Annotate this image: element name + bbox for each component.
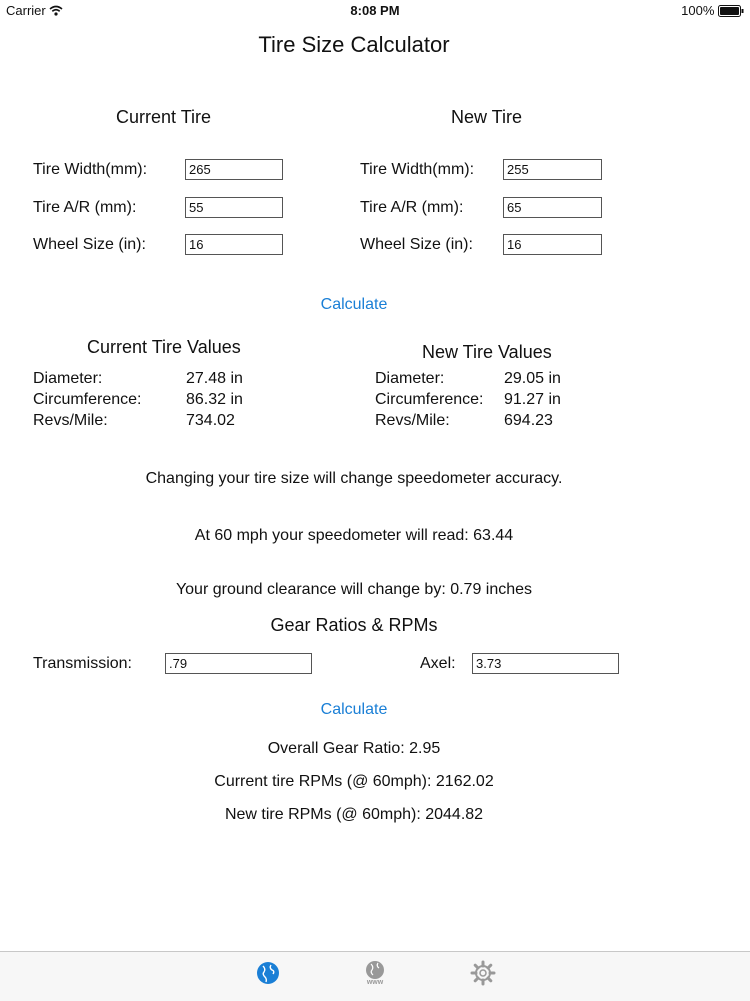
status-battery: 100% <box>681 3 744 18</box>
new-revs-label: Revs/Mile: <box>375 412 450 429</box>
new-width-input[interactable]: 255 <box>503 159 602 180</box>
new-circumference-label: Circumference: <box>375 391 484 408</box>
tab-bar <box>0 951 750 1001</box>
current-circumference-label: Circumference: <box>33 391 142 408</box>
new-tire-rpm: New tire RPMs (@ 60mph): 2044.82 <box>224 806 484 823</box>
current-revs-label: Revs/Mile: <box>33 412 108 429</box>
new-tire-heading: New Tire <box>451 107 523 127</box>
battery-icon <box>718 5 744 17</box>
new-wheel-label: Wheel Size (in): <box>360 236 473 253</box>
accuracy-message: Changing your tire size will change speedometer accuracy. <box>145 470 563 487</box>
page-title: Tire Size Calculator <box>258 32 450 57</box>
current-wheel-label: Wheel Size (in): <box>33 236 146 253</box>
globe-icon <box>253 958 283 988</box>
status-time: 8:08 PM <box>350 3 400 18</box>
new-wheel-input[interactable]: 16 <box>503 234 602 255</box>
gear-calculate-button[interactable]: Calculate <box>320 701 388 718</box>
axel-input[interactable]: 3.73 <box>472 653 619 674</box>
clearance-message: Your ground clearance will change by: 0.79 inches <box>175 581 533 598</box>
new-values-heading: New Tire Values <box>422 342 552 362</box>
current-tire-rpm: Current tire RPMs (@ 60mph): 2162.02 <box>214 773 494 790</box>
current-width-input[interactable]: 265 <box>185 159 283 180</box>
current-circumference-value: 86.32 in <box>186 391 243 408</box>
current-width-label: Tire Width(mm): <box>33 161 148 178</box>
tab-settings[interactable] <box>468 958 498 988</box>
current-revs-value: 734.02 <box>186 412 235 429</box>
new-ar-label: Tire A/R (mm): <box>360 199 464 216</box>
web-caption: www <box>366 979 384 986</box>
overall-gear-ratio: Overall Gear Ratio: 2.95 <box>267 740 441 757</box>
speedometer-message: At 60 mph your speedometer will read: 63.44 <box>194 527 514 544</box>
transmission-input[interactable]: .79 <box>165 653 312 674</box>
transmission-label: Transmission: <box>33 655 132 672</box>
axel-label: Axel: <box>420 655 456 672</box>
new-width-label: Tire Width(mm): <box>360 161 475 178</box>
current-tire-heading: Current Tire <box>116 107 212 127</box>
calculate-button[interactable]: Calculate <box>320 296 388 313</box>
new-diameter-label: Diameter: <box>375 370 445 387</box>
current-ar-input[interactable]: 55 <box>185 197 283 218</box>
tab-web[interactable] <box>360 958 390 988</box>
new-ar-input[interactable]: 65 <box>503 197 602 218</box>
current-wheel-input[interactable]: 16 <box>185 234 283 255</box>
current-diameter-label: Diameter: <box>33 370 103 387</box>
new-revs-value: 694.23 <box>504 412 553 429</box>
current-ar-label: Tire A/R (mm): <box>33 199 137 216</box>
new-circumference-value: 91.27 in <box>504 391 561 408</box>
status-carrier: Carrier <box>6 3 63 18</box>
tab-calculator[interactable] <box>253 958 283 988</box>
new-diameter-value: 29.05 in <box>504 370 561 387</box>
current-diameter-value: 27.48 in <box>186 370 243 387</box>
gear-icon <box>468 958 498 988</box>
current-values-heading: Current Tire Values <box>87 337 241 357</box>
gear-heading: Gear Ratios & RPMs <box>270 615 438 635</box>
